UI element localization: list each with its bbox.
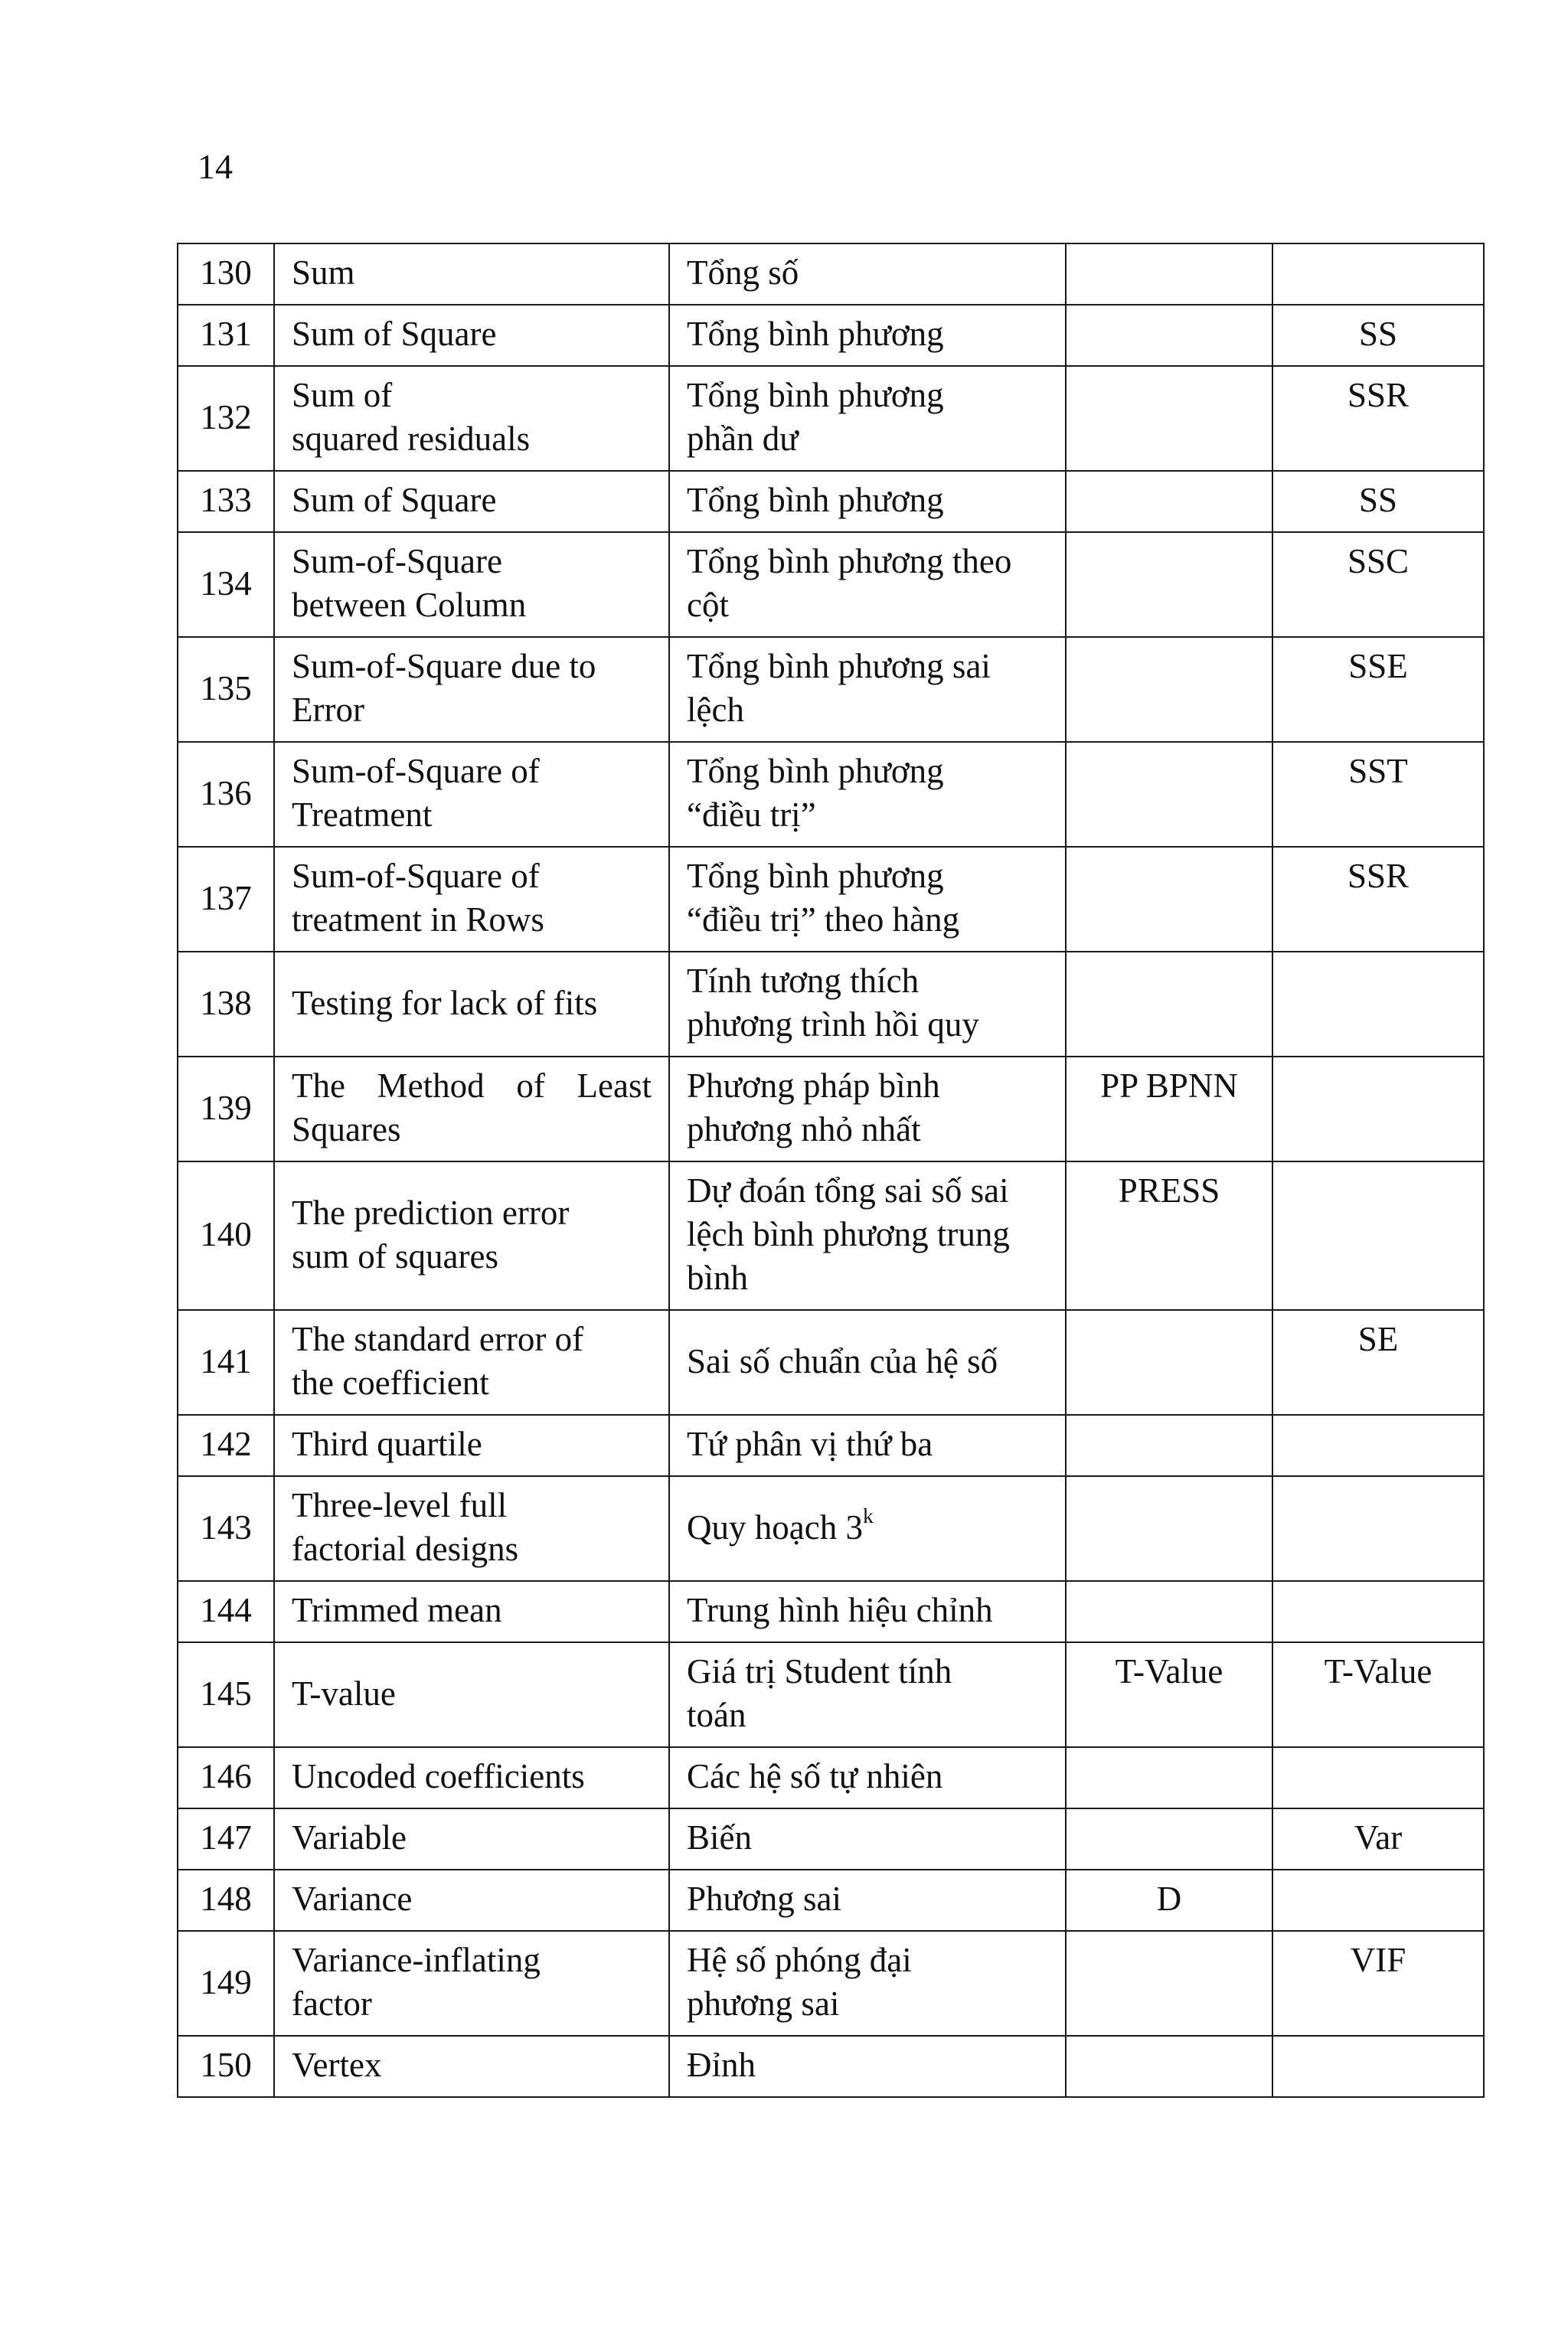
english-term: Variance [274,1870,669,1931]
english-term: Sum [274,243,669,305]
row-number: 135 [178,637,274,742]
row-number: 139 [178,1057,274,1161]
abbreviation-vi [1066,305,1272,366]
row-number: 131 [178,305,274,366]
table-row [178,471,1484,532]
vietnamese-term: Sai số chuẩn của hệ số [669,1310,1066,1415]
table-row [178,1581,1484,1642]
vietnamese-term-text: Quy hoạch 3 [687,1508,863,1547]
abbreviation-en [1272,243,1484,305]
english-term: Sum-of-Square due to Error [274,637,669,742]
english-term: Uncoded coefficients [274,1747,669,1808]
vietnamese-term: Đỉnh [669,2036,1066,2097]
english-term: Sum of squared residuals [274,366,669,471]
exponent-superscript: k [862,1504,874,1528]
row-number: 133 [178,471,274,532]
english-term: Sum of Square [274,471,669,532]
vietnamese-term: Tứ phân vị thứ ba [669,1415,1066,1476]
vietnamese-term: Giá trị Student tính toán [669,1642,1066,1747]
english-term: The Method of Least Squares [274,1057,669,1161]
row-number: 134 [178,532,274,637]
vietnamese-term: Tổng bình phương [669,305,1066,366]
row-number: 136 [178,742,274,847]
abbreviation-vi [1066,1310,1272,1415]
abbreviation-vi: D [1066,1870,1272,1931]
table-row [178,366,1484,471]
table-row [178,1310,1484,1415]
abbreviation-en: SST [1272,742,1484,847]
abbreviation-vi [1066,532,1272,637]
abbreviation-en: SSR [1272,847,1484,952]
vietnamese-term: Biến [669,1808,1066,1870]
row-number: 140 [178,1161,274,1310]
abbreviation-vi [1066,471,1272,532]
abbreviation-en: SSR [1272,366,1484,471]
row-number: 142 [178,1415,274,1476]
english-term: T-value [274,1642,669,1747]
english-term: Variance-inflating factor [274,1931,669,2036]
table-row [178,1161,1484,1310]
vietnamese-term: Phương sai [669,1870,1066,1931]
abbreviation-vi [1066,847,1272,952]
table-row [178,2036,1484,2097]
row-number: 143 [178,1476,274,1581]
english-term: Variable [274,1808,669,1870]
vietnamese-term: Tổng bình phương sai lệch [669,637,1066,742]
abbreviation-en: SS [1272,471,1484,532]
english-term: Testing for lack of fits [274,952,669,1057]
english-term: Three-level full factorial designs [274,1476,669,1581]
table-row [178,1931,1484,2036]
abbreviation-vi: T-Value [1066,1642,1272,1747]
abbreviation-en [1272,1747,1484,1808]
abbreviation-en [1272,1161,1484,1310]
abbreviation-en: VIF [1272,1931,1484,2036]
english-term: The prediction error sum of squares [274,1161,669,1310]
abbreviation-en: SS [1272,305,1484,366]
table-row [178,532,1484,637]
vietnamese-term: Các hệ số tự nhiên [669,1747,1066,1808]
row-number: 149 [178,1931,274,2036]
abbreviation-en [1272,1415,1484,1476]
abbreviation-vi [1066,1808,1272,1870]
abbreviation-en: SSE [1272,637,1484,742]
table-row [178,1057,1484,1161]
abbreviation-en: SSC [1272,532,1484,637]
row-number: 132 [178,366,274,471]
abbreviation-en: Var [1272,1808,1484,1870]
abbreviation-en [1272,2036,1484,2097]
table-row [178,637,1484,742]
english-term: Vertex [274,2036,669,2097]
abbreviation-en: SE [1272,1310,1484,1415]
abbreviation-vi [1066,243,1272,305]
row-number: 141 [178,1310,274,1415]
abbreviation-vi [1066,637,1272,742]
table-row [178,1642,1484,1747]
vietnamese-term: Tổng bình phương phần dư [669,366,1066,471]
abbreviation-vi: PRESS [1066,1161,1272,1310]
row-number: 148 [178,1870,274,1931]
table-row [178,1870,1484,1931]
abbreviation-vi: PP BPNN [1066,1057,1272,1161]
table-row [178,243,1484,305]
vietnamese-term: Hệ số phóng đại phương sai [669,1931,1066,2036]
table-row [178,847,1484,952]
abbreviation-vi [1066,742,1272,847]
row-number: 144 [178,1581,274,1642]
abbreviation-vi [1066,1476,1272,1581]
abbreviation-vi [1066,2036,1272,2097]
row-number: 150 [178,2036,274,2097]
row-number: 130 [178,243,274,305]
table-row [178,742,1484,847]
row-number: 146 [178,1747,274,1808]
vietnamese-term: Tổng bình phương “điều trị” [669,742,1066,847]
glossary-table [177,243,1485,2098]
abbreviation-vi [1066,1415,1272,1476]
english-term: Sum of Square [274,305,669,366]
abbreviation-en [1272,1057,1484,1161]
english-term: Trimmed mean [274,1581,669,1642]
vietnamese-term: Tổng bình phương theo cột [669,532,1066,637]
abbreviation-en [1272,1476,1484,1581]
vietnamese-term: Tổng số [669,243,1066,305]
table-row [178,952,1484,1057]
abbreviation-vi [1066,1747,1272,1808]
abbreviation-en [1272,952,1484,1057]
english-term: Third quartile [274,1415,669,1476]
table-row [178,1808,1484,1870]
abbreviation-vi [1066,1581,1272,1642]
row-number: 137 [178,847,274,952]
vietnamese-term: Phương pháp bình phương nhỏ nhất [669,1057,1066,1161]
english-term: Sum-of-Square between Column [274,532,669,637]
page-number: 14 [198,147,233,186]
table-row [178,1747,1484,1808]
abbreviation-vi [1066,952,1272,1057]
abbreviation-en [1272,1581,1484,1642]
table-row [178,305,1484,366]
abbreviation-vi [1066,1931,1272,2036]
vietnamese-term: Trung hình hiệu chỉnh [669,1581,1066,1642]
vietnamese-term: Dự đoán tổng sai số sai lệch bình phương trung bình [669,1161,1066,1310]
vietnamese-term: Tổng bình phương “điều trị” theo hàng [669,847,1066,952]
english-term: Sum-of-Square of treatment in Rows [274,847,669,952]
vietnamese-term: Tổng bình phương [669,471,1066,532]
vietnamese-term [669,1476,1066,1581]
row-number: 145 [178,1642,274,1747]
table-row [178,1415,1484,1476]
english-term: The standard error of the coefficient [274,1310,669,1415]
abbreviation-vi [1066,366,1272,471]
table-row [178,1476,1484,1581]
abbreviation-en: T-Value [1272,1642,1484,1747]
row-number: 147 [178,1808,274,1870]
abbreviation-en [1272,1870,1484,1931]
vietnamese-term: Tính tương thích phương trình hồi quy [669,952,1066,1057]
row-number: 138 [178,952,274,1057]
english-term: Sum-of-Square of Treatment [274,742,669,847]
